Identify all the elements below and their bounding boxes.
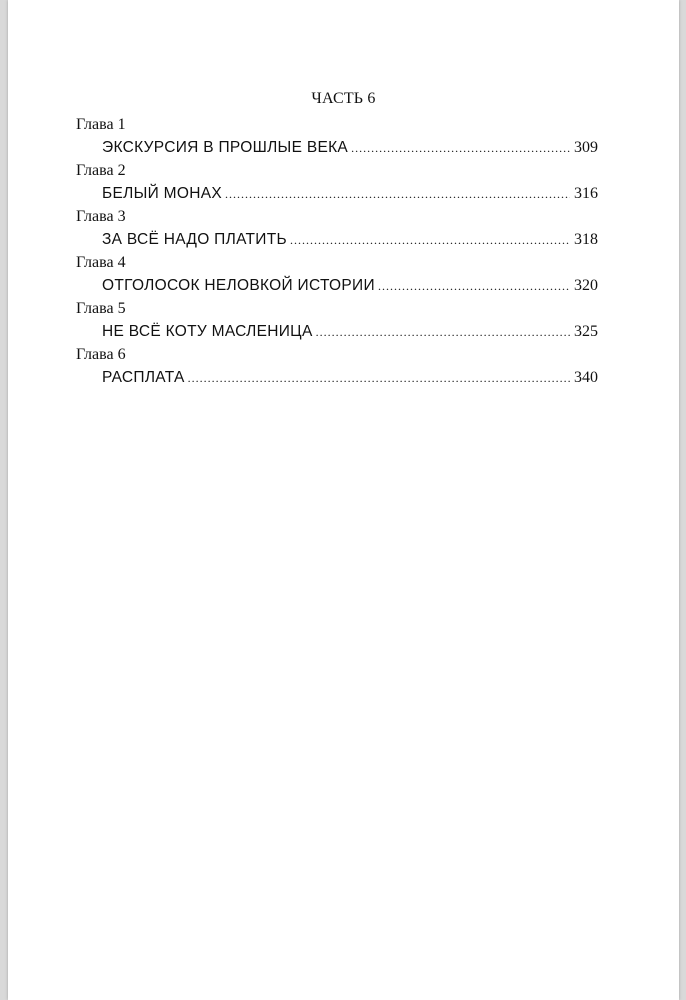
- dot-leader: [225, 182, 570, 206]
- table-of-contents: [76, 114, 598, 390]
- page-number: 325: [574, 323, 598, 340]
- dot-leader: [351, 136, 570, 160]
- page-number: 318: [574, 231, 598, 248]
- chapter-title: РАСПЛАТА: [102, 369, 185, 386]
- document-page: [8, 0, 679, 1000]
- toc-entry[interactable]: [102, 228, 598, 252]
- chapter-label: Глава 4: [76, 254, 126, 271]
- dot-leader: [290, 228, 570, 252]
- dot-leader: [378, 274, 570, 298]
- chapter-label: Глава 2: [76, 162, 126, 179]
- chapter-title: ЭКСКУРСИЯ В ПРОШЛЫЕ ВЕКА: [102, 139, 349, 156]
- chapter-title: ОТГОЛОСОК НЕЛОВКОЙ ИСТОРИИ: [102, 277, 375, 294]
- toc-entry[interactable]: [102, 136, 598, 160]
- chapter-label: Глава 3: [76, 208, 126, 225]
- chapter-label: Глава 6: [76, 346, 126, 363]
- chapter-label: Глава 5: [76, 300, 126, 317]
- chapter-label: Глава 1: [76, 116, 126, 133]
- page-number: 340: [574, 369, 598, 386]
- page-number: 320: [574, 277, 598, 294]
- chapter-title: ЗА ВСЁ НАДО ПЛАТИТЬ: [102, 231, 287, 248]
- part-title: ЧАСТЬ 6: [311, 90, 376, 107]
- toc-entry[interactable]: [102, 366, 598, 390]
- chapter-title: БЕЛЫЙ МОНАХ: [102, 185, 222, 202]
- dot-leader: [316, 320, 570, 344]
- page-number: 316: [574, 185, 598, 202]
- toc-entry[interactable]: [102, 274, 598, 298]
- page-number: 309: [574, 139, 598, 156]
- toc-entry[interactable]: [102, 182, 598, 206]
- dot-leader: [188, 366, 570, 390]
- toc-entry[interactable]: [102, 320, 598, 344]
- chapter-title: НЕ ВСЁ КОТУ МАСЛЕНИЦА: [102, 323, 313, 340]
